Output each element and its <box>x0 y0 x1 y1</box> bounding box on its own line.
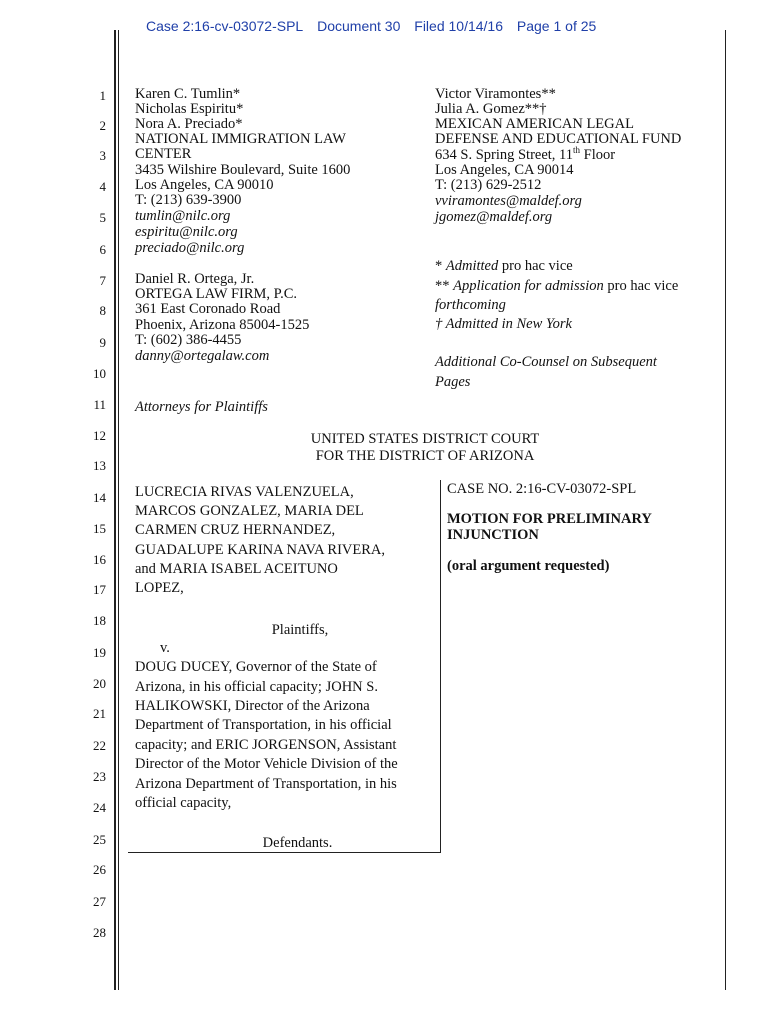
versus: v. <box>160 640 170 656</box>
defendant-line: official capacity, <box>135 795 232 811</box>
header-page: Page 1 of 25 <box>516 18 597 34</box>
attorney-name: Julia A. Gomez**† <box>435 101 547 117</box>
firm-address: 634 S. Spring Street, 11th Floor <box>435 145 616 163</box>
line-number: 15 <box>93 521 106 536</box>
line-number: 19 <box>93 645 106 660</box>
caption-bottom-border <box>128 852 441 853</box>
defendant-line: Department of Transportation, in his official <box>135 717 392 733</box>
firm-address: 361 East Coronado Road <box>135 301 281 317</box>
line-number: 7 <box>99 273 106 288</box>
line-number: 21 <box>93 706 106 721</box>
attorney-email: preciado@nilc.org <box>135 240 245 256</box>
line-number: 20 <box>93 676 106 691</box>
plaintiff-line: LOPEZ, <box>135 580 184 596</box>
plaintiff-line: CARMEN CRUZ HERNANDEZ, <box>135 522 336 538</box>
case-number: CASE NO. 2:16-CV-03072-SPL <box>447 481 637 497</box>
firm-address: Los Angeles, CA 90010 <box>135 177 274 193</box>
note-forthcoming: forthcoming <box>435 297 506 313</box>
left-margin-rule-inner <box>118 30 119 990</box>
line-number: 18 <box>93 613 106 628</box>
firm-name: CENTER <box>135 146 192 162</box>
defendant-line: Arizona, in his official capacity; JOHN S. <box>135 679 378 695</box>
right-margin-rule <box>725 30 726 990</box>
plaintiffs-label: Plaintiffs, <box>271 622 329 638</box>
firm-phone: T: (213) 629-2512 <box>435 177 542 193</box>
line-number: 3 <box>99 148 106 163</box>
firm-name: NATIONAL IMMIGRATION LAW <box>135 131 346 147</box>
header-document: Document 30 <box>317 18 401 34</box>
line-number: 1 <box>99 88 106 103</box>
motion-title: INJUNCTION <box>447 527 539 543</box>
line-number: 17 <box>93 582 106 597</box>
attorney-name: Karen C. Tumlin* <box>135 86 241 102</box>
additional-counsel-note: Additional Co-Counsel on Subsequent <box>435 354 657 370</box>
line-number: 11 <box>93 397 106 412</box>
attorney-email: danny@ortegalaw.com <box>135 348 270 364</box>
plaintiff-line: GUADALUPE KARINA NAVA RIVERA, <box>135 542 386 558</box>
defendants-label: Defendants. <box>262 835 333 851</box>
line-number: 13 <box>93 458 106 473</box>
line-number: 24 <box>93 800 106 815</box>
attorney-name: Nicholas Espiritu* <box>135 101 244 117</box>
defendant-line: Arizona Department of Transportation, in his <box>135 776 397 792</box>
line-number: 27 <box>93 894 106 909</box>
line-number: 12 <box>93 428 106 443</box>
line-number: 4 <box>99 179 106 194</box>
defendant-line: DOUG DUCEY, Governor of the State of <box>135 659 377 675</box>
firm-phone: T: (602) 386-4455 <box>135 332 242 348</box>
firm-name: DEFENSE AND EDUCATIONAL FUND <box>435 131 682 147</box>
attorneys-for-label: Attorneys for Plaintiffs <box>135 399 268 415</box>
attorney-email: jgomez@maldef.org <box>435 209 553 225</box>
firm-address: Phoenix, Arizona 85004-1525 <box>135 317 310 333</box>
case-header <box>146 18 606 34</box>
attorney-email: tumlin@nilc.org <box>135 208 231 224</box>
line-number: 16 <box>93 552 106 567</box>
plaintiff-line: MARCOS GONZALEZ, MARIA DEL <box>135 503 364 519</box>
line-number: 6 <box>99 242 106 257</box>
attorney-name: Victor Viramontes** <box>435 86 556 102</box>
motion-title: MOTION FOR PRELIMINARY <box>447 511 652 527</box>
caption-right-border <box>440 480 441 853</box>
court-name: UNITED STATES DISTRICT COURT <box>310 431 540 447</box>
note-application: ** Application for admission pro hac vice <box>435 278 679 294</box>
firm-address: Los Angeles, CA 90014 <box>435 162 574 178</box>
left-margin-rule <box>114 30 116 990</box>
line-number: 9 <box>99 335 106 350</box>
attorney-name: Daniel R. Ortega, Jr. <box>135 271 255 287</box>
line-number: 10 <box>93 366 106 381</box>
plaintiff-line: and MARIA ISABEL ACEITUNO <box>135 561 338 577</box>
line-number: 14 <box>93 490 106 505</box>
line-number: 23 <box>93 769 106 784</box>
attorney-email: espiritu@nilc.org <box>135 224 238 240</box>
header-filed: Filed 10/14/16 <box>414 18 503 34</box>
oral-argument-note: (oral argument requested) <box>447 558 610 574</box>
attorney-name: Nora A. Preciado* <box>135 116 243 132</box>
line-number: 25 <box>93 832 106 847</box>
line-number: 8 <box>99 303 106 318</box>
defendant-line: Director of the Motor Vehicle Division of the <box>135 756 398 772</box>
defendant-line: HALIKOWSKI, Director of the Arizona <box>135 698 370 714</box>
court-district: FOR THE DISTRICT OF ARIZONA <box>315 448 535 464</box>
line-number: 26 <box>93 862 106 877</box>
line-number: 22 <box>93 738 106 753</box>
defendant-line: capacity; and ERIC JORGENSON, Assistant <box>135 737 397 753</box>
note-admitted: * Admitted pro hac vice <box>435 258 573 274</box>
firm-phone: T: (213) 639-3900 <box>135 192 242 208</box>
firm-address: 3435 Wilshire Boulevard, Suite 1600 <box>135 162 351 178</box>
firm-name: ORTEGA LAW FIRM, P.C. <box>135 286 298 302</box>
attorney-email: vviramontes@maldef.org <box>435 193 582 209</box>
firm-name: MEXICAN AMERICAN LEGAL <box>435 116 634 132</box>
header-case-number: Case 2:16-cv-03072-SPL <box>146 18 304 34</box>
line-number: 2 <box>99 118 106 133</box>
line-number: 5 <box>99 210 106 225</box>
additional-counsel-note: Pages <box>435 374 471 390</box>
plaintiff-line: LUCRECIA RIVAS VALENZUELA, <box>135 484 354 500</box>
line-number: 28 <box>93 925 106 940</box>
note-new-york: † Admitted in New York <box>435 316 572 332</box>
